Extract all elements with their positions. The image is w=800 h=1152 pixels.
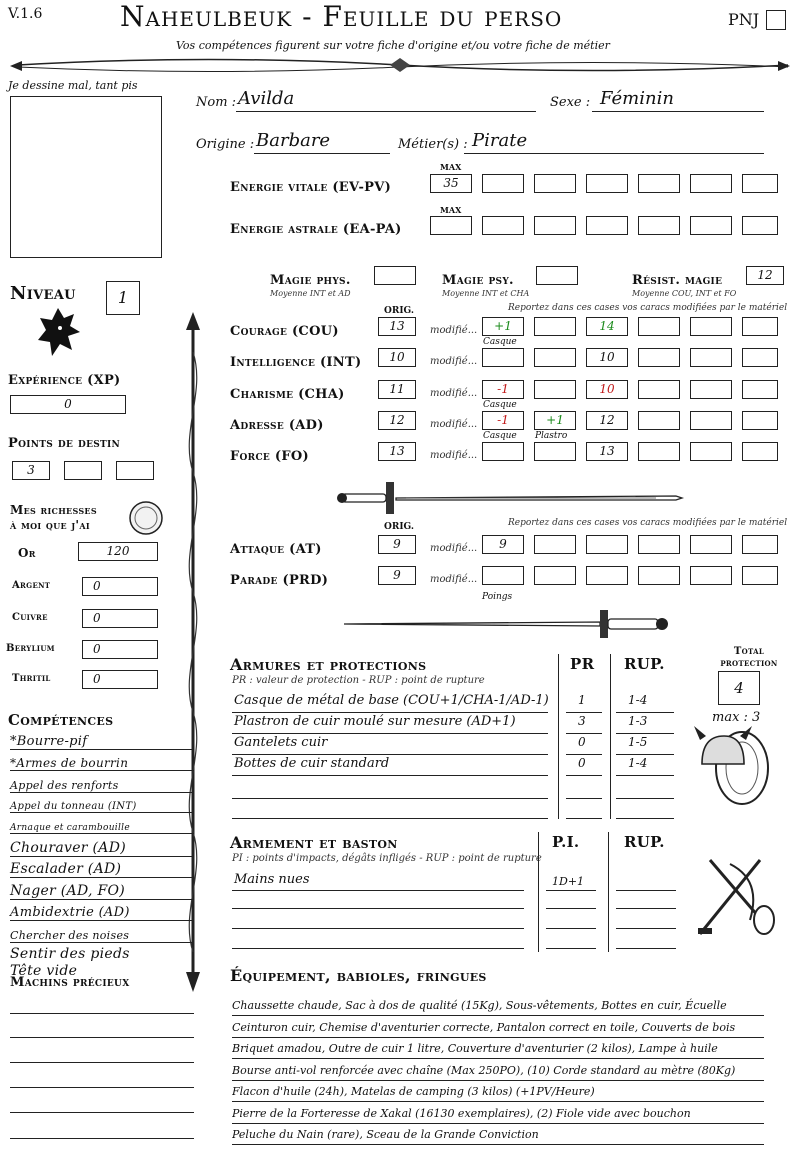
armor-pr[interactable]: 0 xyxy=(578,756,586,770)
skill-item[interactable]: Nager (AD, FO) xyxy=(10,883,194,900)
header-spear-icon xyxy=(8,52,792,78)
combat-mod-cell[interactable]: 9 xyxy=(482,535,524,554)
stat-mod-cell[interactable] xyxy=(690,348,732,367)
stat-mod-cell[interactable] xyxy=(638,411,680,430)
sword-icon xyxy=(340,604,680,644)
treasure-line[interactable] xyxy=(10,1087,194,1088)
stat-mod-cell[interactable] xyxy=(482,348,524,367)
stat-mod-cell[interactable] xyxy=(638,380,680,399)
stat-mod-cell[interactable]: 10 xyxy=(586,380,628,399)
armement-title: Armement et baston xyxy=(230,833,398,852)
combat-label: Attaque (AT) xyxy=(230,542,322,557)
destin-value[interactable]: 3 xyxy=(12,461,50,480)
stat-mod-cell[interactable]: +1 xyxy=(534,411,576,430)
armor-pr[interactable]: 3 xyxy=(578,714,586,728)
stat-mod-cell[interactable]: -1 xyxy=(482,411,524,430)
page-subtitle: Vos compétences figurent sur votre fiche d'origine et/ou votre fiche de métier xyxy=(176,39,610,52)
stat-orig-value[interactable]: 12 xyxy=(378,411,416,430)
protection-max: max : 3 xyxy=(712,710,761,725)
combat-mod-cell[interactable] xyxy=(690,566,732,585)
armor-pr[interactable]: 0 xyxy=(578,735,586,749)
argent-value[interactable]: 0 xyxy=(82,577,158,596)
stat-label: Force (FO) xyxy=(230,449,309,464)
stat-mod-cell[interactable] xyxy=(690,442,732,461)
treasure-line[interactable] xyxy=(10,1112,194,1113)
magie-psy-value[interactable] xyxy=(536,266,578,285)
ev-label: Energie vitale (EV-PV) xyxy=(230,180,392,195)
helmet-shield-icon xyxy=(694,722,774,812)
combat-modif-label: modifié... xyxy=(430,543,478,554)
ea-cell[interactable] xyxy=(482,216,524,235)
equipment-line[interactable]: Ceinturon cuir, Chemise d'aventurier correcte, Pantalon correct en toile, Couverts de bois xyxy=(232,1019,764,1038)
equipment-line[interactable]: Pierre de la Forteresse de Xakal (16130 exemplaires), (2) Fiole vide avec bouchon xyxy=(232,1105,764,1124)
berylium-value[interactable]: 0 xyxy=(82,640,158,659)
combat-mod-cell[interactable] xyxy=(534,566,576,585)
armor-name[interactable]: Gantelets cuir xyxy=(234,735,328,750)
ea-label: Energie astrale (EA-PA) xyxy=(230,222,402,237)
stat-label: Adresse (AD) xyxy=(230,418,324,433)
equipment-line[interactable]: Chaussette chaude, Sac à dos de qualité (15Kg), Sous-vêtements, Bottes en cuir, Écuelle xyxy=(232,997,764,1016)
stat-orig-value[interactable]: 13 xyxy=(378,442,416,461)
combat-modif-label: modifié... xyxy=(430,574,478,585)
armor-pr-line xyxy=(566,775,602,776)
weapon-name[interactable]: Mains nues xyxy=(234,872,310,887)
combat-label: Parade (PRD) xyxy=(230,573,329,588)
skill-item[interactable]: Ambidextrie (AD) xyxy=(10,905,194,921)
stat-label: Charisme (CHA) xyxy=(230,387,345,402)
armor-rup-line xyxy=(616,712,674,713)
combat-mod-cell[interactable] xyxy=(482,566,524,585)
armor-line xyxy=(232,712,548,713)
origine-label: Origine : xyxy=(196,137,255,152)
armures-subtitle: PR : valeur de protection - RUP : point de rupture xyxy=(232,675,485,686)
stat-mod-cell[interactable] xyxy=(534,348,576,367)
armor-rup[interactable]: 1-3 xyxy=(628,714,648,728)
resist-magie-value[interactable]: 12 xyxy=(746,266,784,285)
total-protection-label: Total protection xyxy=(720,646,778,669)
ev-cell[interactable] xyxy=(482,174,524,193)
stat-mod-cell[interactable]: +1 xyxy=(482,317,524,336)
stats-note: Reportez dans ces cases vos caracs modifiées par le matériel xyxy=(508,303,788,313)
stats-orig-label: ORIG. xyxy=(384,306,415,316)
metier-label: Métier(s) : xyxy=(398,137,468,152)
armor-pr-header: PR xyxy=(570,655,595,673)
cuivre-value[interactable]: 0 xyxy=(82,609,158,628)
armor-line xyxy=(232,733,548,734)
sexe-label: Sexe : xyxy=(550,95,591,110)
sexe-value[interactable]: Féminin xyxy=(600,88,674,109)
resist-magie-label: Résist. magie xyxy=(632,273,723,288)
stat-mod-cell[interactable] xyxy=(482,442,524,461)
stat-label: Intelligence (INT) xyxy=(230,355,362,370)
stat-mod-cell[interactable]: 10 xyxy=(586,348,628,367)
skill-item[interactable]: Sentir des pieds xyxy=(10,946,130,962)
machins-precieux-title: Machins précieux xyxy=(10,975,130,990)
pnj-checkbox[interactable] xyxy=(766,10,786,30)
stat-mod-cell[interactable] xyxy=(690,317,732,336)
skill-item[interactable]: Escalader (AD) xyxy=(10,861,194,878)
stat-mod-cell[interactable] xyxy=(534,317,576,336)
thritil-value[interactable]: 0 xyxy=(82,670,158,689)
resist-magie-sub: Moyenne COU, INT et FO xyxy=(632,289,737,298)
stat-orig-value[interactable]: 13 xyxy=(378,317,416,336)
armor-pr-line xyxy=(566,754,602,755)
stat-modif-label: modifié... xyxy=(430,388,478,399)
armor-rup-header: RUP. xyxy=(624,655,665,673)
page-title: Naheulbeuk - Feuille du perso xyxy=(120,0,563,33)
treasure-line[interactable] xyxy=(10,1062,194,1063)
ea-max-value[interactable] xyxy=(430,216,472,235)
combat-mod-cell[interactable] xyxy=(586,566,628,585)
stat-mod-cell[interactable] xyxy=(742,380,778,399)
skill-item[interactable]: *Bourre-pif xyxy=(10,734,194,750)
armor-name[interactable]: Casque de métal de base (COU+1/CHA-1/AD-1) xyxy=(234,693,549,708)
argent-label: Argent xyxy=(12,580,51,591)
armor-rup-line xyxy=(616,754,674,755)
stat-mod-cell[interactable] xyxy=(638,442,680,461)
combat-note: Reportez dans ces cases vos caracs modifiées par le matériel xyxy=(508,518,788,528)
armor-rup[interactable]: 1-4 xyxy=(628,756,648,770)
total-protection-value[interactable]: 4 xyxy=(718,671,760,705)
origine-value[interactable]: Barbare xyxy=(256,130,331,151)
armor-pr[interactable]: 1 xyxy=(578,693,586,707)
ea-cell[interactable] xyxy=(638,216,680,235)
combat-mod-cell[interactable] xyxy=(586,535,628,554)
stat-mod-cell[interactable] xyxy=(690,411,732,430)
equipment-line[interactable]: Briquet amadou, Outre de cuir 1 litre, Couverture d'aventurier (2 kilos), Lampe à huile xyxy=(232,1040,764,1059)
armor-name[interactable]: Bottes de cuir standard xyxy=(234,756,390,771)
magie-psy-sub: Moyenne INT et CHA xyxy=(442,289,530,298)
xp-value[interactable]: 0 xyxy=(10,395,126,414)
pnj-label: PNJ xyxy=(728,10,760,29)
stat-mod-note: Casque xyxy=(483,337,517,347)
ev-cell[interactable] xyxy=(586,174,628,193)
armor-rup[interactable]: 1-5 xyxy=(628,735,648,749)
stat-modif-label: modifié... xyxy=(430,325,478,336)
stat-modif-label: modifié... xyxy=(430,356,478,367)
equipment-line[interactable]: Flacon d'huile (24h), Matelas de camping (3 kilos) (+1PV/Heure) xyxy=(232,1083,764,1102)
or-label: Or xyxy=(18,546,36,560)
combat-mod-cell[interactable] xyxy=(690,535,732,554)
stat-mod-cell[interactable] xyxy=(742,317,778,336)
combat-mod-cell[interactable] xyxy=(742,566,778,585)
weapon-line xyxy=(232,890,524,891)
destin-label: Points de destin xyxy=(8,436,121,451)
stat-mod-cell[interactable] xyxy=(742,442,778,461)
ev-cell[interactable] xyxy=(638,174,680,193)
treasure-line[interactable] xyxy=(10,1138,194,1139)
ev-cell[interactable] xyxy=(534,174,576,193)
stat-mod-cell[interactable] xyxy=(638,317,680,336)
or-value[interactable]: 120 xyxy=(78,542,158,561)
stat-modif-label: modifié... xyxy=(430,419,478,430)
stat-mod-cell[interactable] xyxy=(534,442,576,461)
nom-label: Nom : xyxy=(196,95,237,110)
portrait-box[interactable] xyxy=(10,96,162,258)
stat-mod-cell[interactable] xyxy=(742,411,778,430)
combat-mod-cell[interactable] xyxy=(638,566,680,585)
armures-title: Armures et protections xyxy=(230,655,427,674)
stat-mod-cell[interactable] xyxy=(742,348,778,367)
skill-item[interactable]: Arnaque et carambouille xyxy=(10,823,194,834)
ea-cell[interactable] xyxy=(690,216,732,235)
treasure-line[interactable] xyxy=(10,1013,194,1014)
stat-orig-value[interactable]: 11 xyxy=(378,380,416,399)
stat-mod-note: Casque xyxy=(483,400,517,410)
stat-mod-cell[interactable] xyxy=(534,380,576,399)
equipment-line[interactable]: Bourse anti-vol renforcée avec chaîne (Max 250PO), (10) Corde standard au mètre (80Kg) xyxy=(232,1062,764,1081)
ea-cell[interactable] xyxy=(742,216,778,235)
niveau-value[interactable]: 1 xyxy=(106,281,140,315)
ea-cell[interactable] xyxy=(586,216,628,235)
treasure-line[interactable] xyxy=(10,1037,194,1038)
ea-max-label: MAX xyxy=(440,205,462,215)
destin-value[interactable] xyxy=(64,461,102,480)
skill-item[interactable]: Chercher des noises xyxy=(10,929,194,943)
skill-item[interactable]: *Armes de bourrin xyxy=(10,756,194,771)
stat-mod-cell[interactable] xyxy=(638,348,680,367)
armor-line xyxy=(232,754,548,755)
combat-mod-cell[interactable] xyxy=(742,535,778,554)
ev-cell[interactable] xyxy=(742,174,778,193)
xp-label: Expérience (XP) xyxy=(8,373,121,388)
version: V.1.6 xyxy=(8,6,43,22)
stat-mod-note: Casque xyxy=(483,431,517,441)
cuivre-label: Cuivre xyxy=(12,612,48,623)
stat-mod-cell[interactable]: 13 xyxy=(586,442,628,461)
combat-mod-cell[interactable] xyxy=(534,535,576,554)
magie-phys-sub: Moyenne INT et AD xyxy=(270,289,351,298)
ev-max-value[interactable]: 35 xyxy=(430,174,472,193)
combat-orig-value[interactable]: 9 xyxy=(378,566,416,585)
richesses-label: Mes richesses xyxy=(10,503,97,517)
weapon-pi[interactable]: 1D+1 xyxy=(552,875,585,888)
metier-value[interactable]: Pirate xyxy=(472,130,528,151)
skill-item[interactable]: Chouraver (AD) xyxy=(10,840,194,857)
dragon-icon xyxy=(34,304,82,360)
niveau-label: Niveau xyxy=(10,283,76,304)
stat-orig-value[interactable]: 10 xyxy=(378,348,416,367)
skill-item[interactable]: Tête vide xyxy=(10,963,78,979)
stat-mod-note: Plastro xyxy=(535,431,568,441)
armor-line xyxy=(232,775,548,776)
weapon-rup-header: RUP. xyxy=(624,833,665,851)
armor-pr-line xyxy=(566,733,602,734)
armor-rup[interactable]: 1-4 xyxy=(628,693,648,707)
ea-cell[interactable] xyxy=(534,216,576,235)
armor-pr-line xyxy=(566,712,602,713)
competences-title: Compétences xyxy=(8,711,114,729)
destin-value[interactable] xyxy=(116,461,154,480)
richesses-label-2: à moi que j'ai xyxy=(10,518,90,532)
sword-icon xyxy=(336,478,686,518)
stat-mod-cell[interactable]: 14 xyxy=(586,317,628,336)
ev-cell[interactable] xyxy=(690,174,732,193)
magie-phys-label: Magie phys. xyxy=(270,273,351,288)
thritil-label: Thritil xyxy=(12,673,51,684)
skill-item[interactable]: Appel du tonneau (INT) xyxy=(10,801,194,813)
armor-rup-line xyxy=(616,733,674,734)
ev-max-label: MAX xyxy=(440,162,462,172)
stat-label: Courage (COU) xyxy=(230,324,339,339)
nom-value[interactable]: Avilda xyxy=(238,88,295,109)
combat-orig-label: ORIG. xyxy=(384,522,415,532)
portrait-caption: Je dessine mal, tant pis xyxy=(8,79,138,92)
stat-mod-cell[interactable]: 12 xyxy=(586,411,628,430)
skill-item[interactable]: Appel des renforts xyxy=(10,779,194,793)
weapon-pi-header: P.I. xyxy=(552,833,580,851)
coin-icon xyxy=(128,500,164,536)
combat-mod-cell[interactable] xyxy=(638,535,680,554)
armor-rup-line xyxy=(616,775,674,776)
weapon-pi-line xyxy=(546,890,596,891)
weapons-icon xyxy=(690,850,780,940)
stat-modif-label: modifié... xyxy=(430,450,478,461)
berylium-label: Berylium xyxy=(6,643,55,654)
stat-mod-cell[interactable] xyxy=(690,380,732,399)
armement-subtitle: PI : points d'impacts, dégâts infligés - RUP : point de rupture xyxy=(232,853,542,864)
weapon-rup-line xyxy=(616,890,676,891)
combat-under-note: Poings xyxy=(482,592,513,602)
magie-phys-value[interactable] xyxy=(374,266,416,285)
armor-name[interactable]: Plastron de cuir moulé sur mesure (AD+1) xyxy=(234,714,516,729)
equipement-title: Équipement, babioles, fringues xyxy=(230,966,487,985)
stat-mod-cell[interactable]: -1 xyxy=(482,380,524,399)
magie-psy-label: Magie psy. xyxy=(442,273,514,288)
combat-orig-value[interactable]: 9 xyxy=(378,535,416,554)
equipment-line[interactable]: Peluche du Nain (rare), Sceau de la Grande Conviction xyxy=(232,1126,764,1145)
